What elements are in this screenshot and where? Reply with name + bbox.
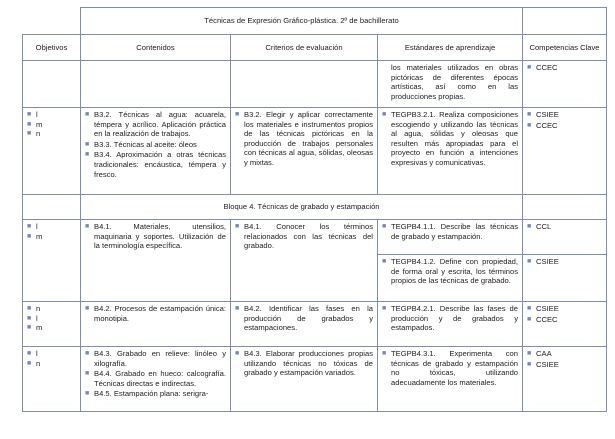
bullet-icon: ■ [382, 258, 387, 265]
competencia-text: CCL [536, 222, 552, 231]
competencia-text: CSIEE [536, 304, 559, 313]
estandar-text: TEGPB4.3.1. Experimenta con técnicas de grabado y estampación no tóxicas, utilizando adecuadamente los materiales. [391, 349, 519, 387]
criterio-text: B4.1. Conocer los términos relacionados con las técnicas del grabado. [244, 222, 373, 251]
table-title: Técnicas de Expresión Gráfico-plástica. 2º de bachillerato [81, 8, 523, 35]
bullet-icon: ■ [27, 324, 32, 332]
bullet-icon: ■ [382, 305, 387, 312]
bullet-icon: ■ [235, 350, 240, 357]
objetivo-text: n [36, 358, 41, 368]
contenido-text: B3.3. Técnicas al aceite: óleos [94, 139, 197, 149]
header-objetivos: Objetivos [23, 35, 81, 61]
estandar-text: TEGPB4.1.1. Describe las técnicas de grabado y estampación. [391, 222, 519, 241]
bullet-icon: ■ [527, 305, 532, 312]
bullet-icon: ■ [85, 140, 90, 148]
competencia-text: CAA [536, 349, 552, 358]
bullet-icon: ■ [527, 315, 532, 323]
objetivo-text: n [36, 129, 41, 139]
bullet-icon: ■ [85, 350, 90, 357]
competencia-text: CSIEE [536, 257, 559, 266]
header-estandares: Estándares de aprendizaje [378, 35, 523, 61]
objetivo-text: n [36, 304, 41, 313]
curriculum-table [22, 7, 607, 412]
contenido-text: B3.2. Técnicas al agua: acuarela, témpera y acrílico. Aplicación práctica en la realización de trabajos. [94, 110, 226, 139]
bullet-icon: ■ [527, 111, 532, 118]
objetivo-text: l [36, 349, 38, 358]
bullet-icon: ■ [85, 151, 90, 159]
competencia-text: CCEC [536, 120, 558, 130]
bullet-icon: ■ [527, 64, 532, 71]
bullet-icon: ■ [85, 370, 90, 378]
competencia-text: CCEC [536, 314, 558, 324]
estandar-text: TEGPB4.2.1. Describe las fases de producción y de grabados y estampados. [391, 304, 519, 333]
bullet-icon: ■ [235, 223, 240, 230]
bullet-icon: ■ [27, 314, 32, 322]
header-contenidos: Contenidos [81, 35, 231, 61]
bullet-icon: ■ [85, 223, 90, 230]
criterio-text: B4.2. Identificar las fases en la producción de grabados y estampaciones. [244, 304, 373, 333]
objetivo-text: m [36, 119, 43, 129]
objetivo-text: m [36, 231, 43, 241]
table-row [23, 302, 607, 347]
bullet-icon: ■ [527, 121, 532, 129]
table-row [23, 347, 607, 412]
header-criterios: Criterios de evaluación [231, 35, 378, 61]
competencia-text: CCEC [536, 63, 558, 72]
bullet-icon: ■ [527, 258, 532, 265]
competencia-text: CSIEE [536, 359, 559, 369]
bullet-icon: ■ [382, 350, 387, 357]
contenido-text: B4.4. Grabado en hueco: calcografía. Técnicas directas e indirectas. [94, 369, 226, 388]
estandar-text: TEGPB4.1.2. Define con propiedad, de forma oral y escrita, los términos propios de las técnicas de grabado. [391, 257, 519, 286]
bullet-icon: ■ [527, 350, 532, 357]
bullet-icon: ■ [235, 111, 240, 118]
bullet-icon: ■ [27, 305, 32, 312]
bullet-icon: ■ [27, 223, 32, 230]
contenido-text: B4.3. Grabado en relieve: linóleo y xilografía. [94, 349, 226, 368]
bullet-icon: ■ [85, 111, 90, 118]
bullet-icon: ■ [27, 111, 32, 118]
bullet-icon: ■ [27, 232, 32, 240]
table-row [23, 108, 607, 195]
criterio-text: B4.3. Elaborar producciones propias utilizando técnicas no tóxicas de grabado y estampación variados. [244, 349, 373, 378]
block-title: Bloque 4. Técnicas de grabado y estampación [81, 195, 523, 220]
table-row [23, 220, 607, 255]
contenido-text: B4.1. Materiales, utensilios, maquinaria y soportes. Utilización de la terminología específica. [94, 222, 226, 251]
criterio-text: B3.2. Elegir y aplicar correctamente los materiales e instrumentos propios de las técnicas pictóricas en la producción de trabajos personales con técnicas al agua, sólidas, oleosas y mixtas. [244, 110, 373, 167]
objetivo-text: l [36, 313, 38, 323]
bullet-icon: ■ [27, 130, 32, 138]
bullet-icon: ■ [527, 360, 532, 368]
contenido-text: B4.5. Estampación plana: serigra- [94, 389, 209, 399]
contenido-text: B4.2. Procesos de estampación única: monotipia. [94, 304, 226, 323]
contenido-text: B3.4. Aproximación a otras técnicas tradicionales: encáustica, témpera y fresco. [94, 150, 226, 179]
estandar-text: los materiales utilizados en obras pictóricas de diferentes épocas artísticas, así como en las producciones propias. [391, 63, 519, 101]
bullet-icon: ■ [27, 359, 32, 367]
bullet-icon: ■ [527, 223, 532, 230]
competencia-text: CSIEE [536, 110, 559, 119]
bullet-icon: ■ [382, 223, 387, 230]
header-competencias: Competencias Clave [523, 35, 607, 61]
estandar-text: TEGPB3.2.1. Realiza composiciones escogiendo y utilizando las técnicas al agua, sólidas y oleosas que resulten más apropiadas para el proyecto en función a intenciones expresivas y comunicativas. [391, 110, 519, 167]
table-row [23, 61, 607, 108]
bullet-icon: ■ [235, 305, 240, 312]
bullet-icon: ■ [382, 111, 387, 118]
objetivo-text: m [36, 323, 43, 333]
title-spacer [23, 8, 81, 35]
bullet-icon: ■ [85, 305, 90, 312]
objetivo-text: l [36, 110, 38, 119]
bullet-icon: ■ [27, 120, 32, 128]
bullet-icon: ■ [27, 350, 32, 357]
title-right-cell [523, 8, 607, 35]
bullet-icon: ■ [85, 390, 90, 398]
objetivo-text: l [36, 222, 38, 231]
